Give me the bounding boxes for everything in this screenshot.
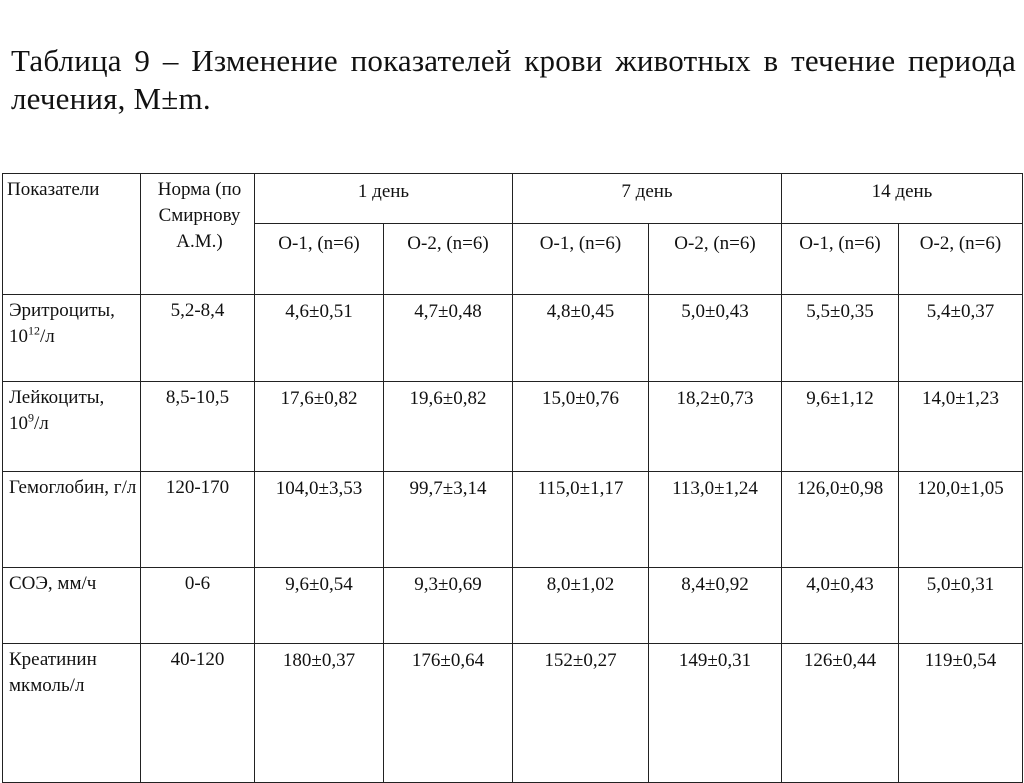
header-indicator: Показатели [3,174,141,295]
header-group: О-1, (n=6) [513,224,649,295]
value-cell: 14,0±1,23 [899,382,1023,472]
value-cell: 4,8±0,45 [513,295,649,382]
row-label-name: Эритроциты, [9,300,115,321]
table-row-esr [3,568,1023,644]
norm-value: 40-120 [141,644,255,783]
value-cell: 9,6±1,12 [782,382,899,472]
value-cell: 126±0,44 [782,644,899,783]
value-cell: 104,0±3,53 [255,472,384,568]
table-row-creatinine [3,644,1023,783]
value-cell: 4,0±0,43 [782,568,899,644]
value-cell: 176±0,64 [384,644,513,783]
header-row-days [3,174,1023,224]
value-cell: 5,5±0,35 [782,295,899,382]
table-row-hemoglobin [3,472,1023,568]
value-cell: 126,0±0,98 [782,472,899,568]
row-unit-tail: /л [40,326,55,347]
value-cell: 4,7±0,48 [384,295,513,382]
value-cell: 113,0±1,24 [649,472,782,568]
table-row-leukocytes [3,382,1023,472]
header-norm: Норма (по Смирнову А.М.) [141,174,255,295]
row-label: Гемоглобин, г/л [3,472,141,568]
header-group: О-2, (n=6) [899,224,1023,295]
value-cell: 119±0,54 [899,644,1023,783]
value-cell: 4,6±0,51 [255,295,384,382]
header-group: О-2, (n=6) [649,224,782,295]
value-cell: 15,0±0,76 [513,382,649,472]
header-group: О-2, (n=6) [384,224,513,295]
value-cell: 152±0,27 [513,644,649,783]
table-caption: Таблица 9 – Изменение показателей крови животных в течение периода лечения, М±m. [11,43,1016,116]
row-unit-exponent: 9 [28,410,34,425]
value-cell: 8,4±0,92 [649,568,782,644]
value-cell: 19,6±0,82 [384,382,513,472]
value-cell: 18,2±0,73 [649,382,782,472]
row-unit-tail: /л [34,413,49,434]
norm-value: 5,2-8,4 [141,295,255,382]
header-group: О-1, (n=6) [255,224,384,295]
value-cell: 120,0±1,05 [899,472,1023,568]
table-row-erythrocytes [3,295,1023,382]
row-unit-exponent: 12 [28,323,40,338]
row-unit-base: 10 [9,326,28,347]
header-day-7: 7 день [513,174,782,224]
value-cell: 99,7±3,14 [384,472,513,568]
blood-indicators-table [2,173,1023,783]
row-label: СОЭ, мм/ч [3,568,141,644]
value-cell: 149±0,31 [649,644,782,783]
value-cell: 5,0±0,43 [649,295,782,382]
header-group: О-1, (n=6) [782,224,899,295]
row-label: Креатинин мкмоль/л [3,644,141,783]
value-cell: 5,0±0,31 [899,568,1023,644]
row-label-name: Лейкоциты, [9,387,105,408]
header-day-14: 14 день [782,174,1023,224]
value-cell: 8,0±1,02 [513,568,649,644]
value-cell: 17,6±0,82 [255,382,384,472]
row-unit-base: 10 [9,413,28,434]
value-cell: 9,3±0,69 [384,568,513,644]
norm-value: 0-6 [141,568,255,644]
value-cell: 180±0,37 [255,644,384,783]
value-cell: 5,4±0,37 [899,295,1023,382]
value-cell: 9,6±0,54 [255,568,384,644]
header-day-1: 1 день [255,174,513,224]
norm-value: 120-170 [141,472,255,568]
norm-value: 8,5-10,5 [141,382,255,472]
row-label [3,295,141,382]
value-cell: 115,0±1,17 [513,472,649,568]
row-label [3,382,141,472]
